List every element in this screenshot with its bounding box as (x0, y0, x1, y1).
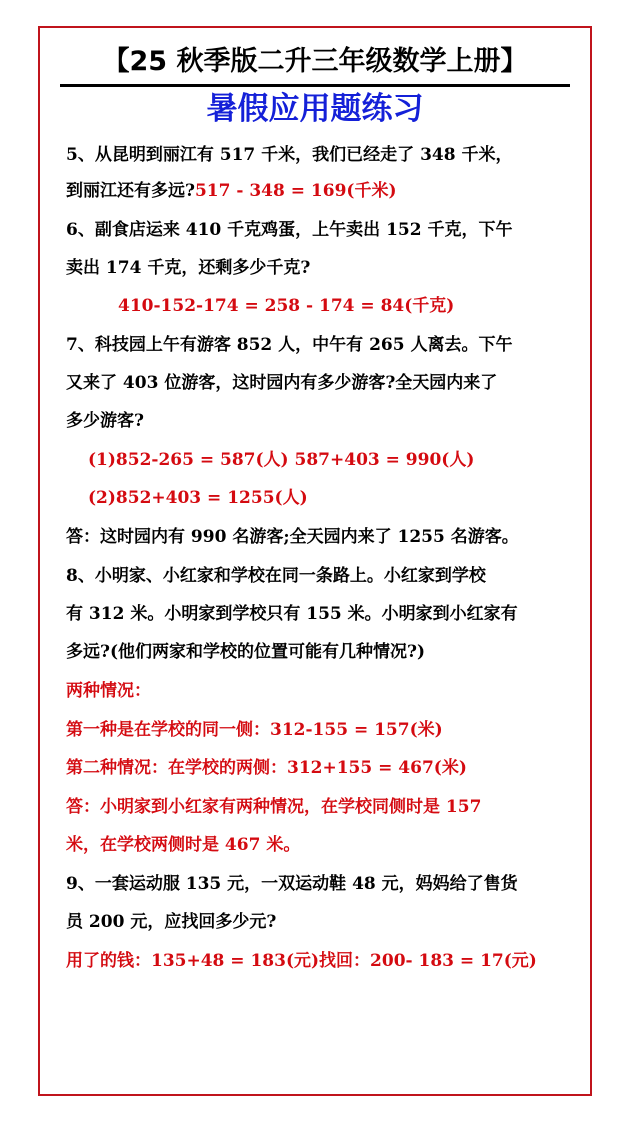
q9-line-2: 员 200 元，应找回多少元? (66, 912, 277, 932)
q9-answer: 用了的钱：135+48 = 183(元)找回：200- 183 = 17(元) (66, 951, 537, 971)
q5-line-1: 5、从昆明到丽江有 517 千米，我们已经走了 348 千米， (66, 145, 513, 165)
q8-answer-reply-2: 米，在学校两侧时是 467 米。 (66, 835, 301, 855)
q6-answer: 410-152-174 = 258 - 174 = 84(千克) (118, 296, 455, 316)
q8-answer-case-1: 第一种是在学校的同一侧：312-155 = 157(米) (66, 720, 443, 740)
q7-reply: 答：这时园内有 990 名游客;全天园内来了 1255 名游客。 (66, 527, 519, 547)
q8-line-1: 8、小明家、小红家和学校在同一条路上。小红家到学校 (66, 566, 486, 586)
q7-answer-1: (1)852-265 = 587(人) 587+403 = 990(人) (88, 450, 475, 470)
q8-answer-intro: 两种情况： (66, 681, 151, 701)
q7-line-1: 7、科技园上午有游客 852 人，中午有 265 人离去。下午 (66, 335, 513, 355)
q5-question-text: 到丽江还有多远? (66, 181, 195, 201)
q6-line-2: 卖出 174 千克，还剩多少千克? (66, 258, 311, 278)
q6-line-1: 6、副食店运来 410 千克鸡蛋，上午卖出 152 千克，下午 (66, 220, 513, 240)
q8-answer-case-2: 第二种情况：在学校的两侧：312+155 = 467(米) (66, 758, 467, 778)
q7-line-2: 又来了 403 位游客，这时园内有多少游客?全天园内来了 (66, 373, 498, 393)
q8-answer-reply-1: 答：小明家到小红家有两种情况，在学校同侧时是 157 (66, 797, 482, 817)
q8-line-2: 有 312 米。小明家到学校只有 155 米。小明家到小红家有 (66, 604, 518, 624)
page-title: 【25 秋季版二升三年级数学上册】 (60, 42, 570, 87)
q8-line-3: 多远?(他们两家和学校的位置可能有几种情况?) (66, 642, 426, 662)
q9-line-1: 9、一套运动服 135 元，一双运动鞋 48 元，妈妈给了售货 (66, 874, 518, 894)
q5-line-2 (66, 180, 397, 202)
page-subtitle: 暑假应用题练习 (206, 91, 424, 127)
q7-line-3: 多少游客? (66, 411, 144, 431)
q5-answer: 517 - 348 = 169(千米) (194, 181, 397, 201)
q7-answer-2: (2)852+403 = 1255(人) (88, 488, 308, 508)
